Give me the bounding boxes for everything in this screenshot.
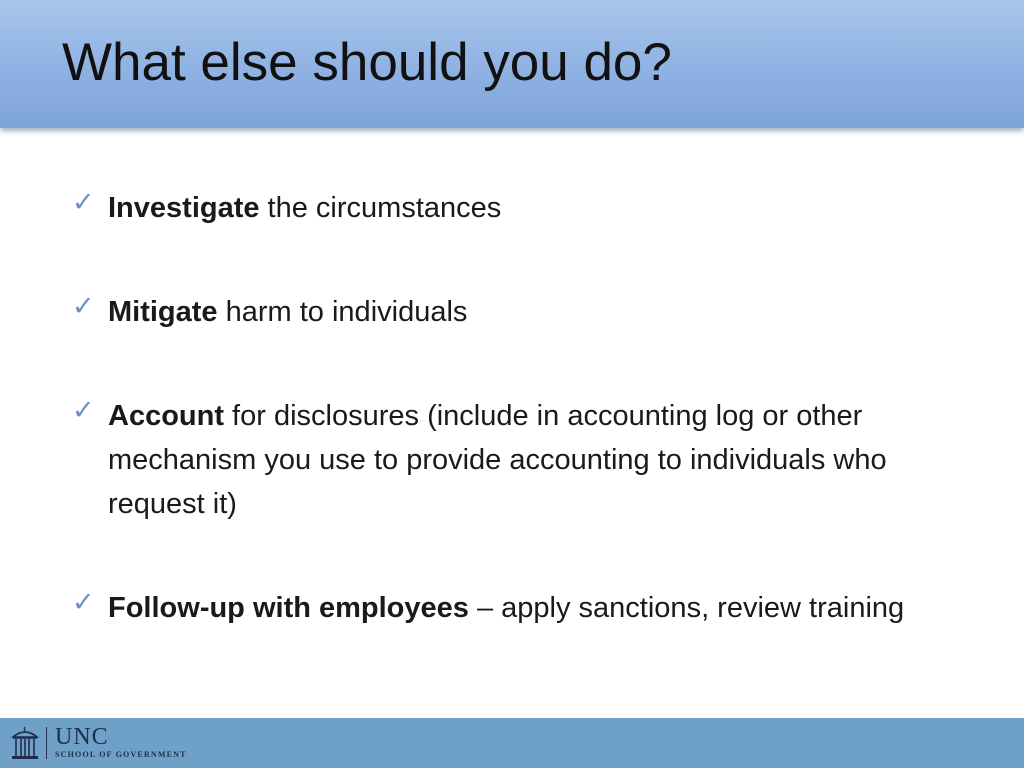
bullet-keyword: Account [108, 400, 224, 432]
title-bar [0, 0, 1024, 128]
logo-text [55, 726, 187, 760]
logo-divider [46, 727, 47, 759]
unc-logo [10, 724, 187, 762]
checkmark-icon: ✓ [72, 587, 95, 617]
bullet-keyword: Investigate [108, 192, 260, 224]
bullet-item [72, 290, 952, 334]
bullet-keyword: Mitigate [108, 296, 218, 328]
logo-unc: UNC [55, 724, 109, 750]
checkmark-icon: ✓ [72, 395, 95, 425]
bullet-keyword: Follow-up with employees [108, 592, 469, 624]
old-well-icon [10, 725, 40, 761]
bullet-text: – apply sanctions, review training [468, 592, 905, 624]
checkmark-icon: ✓ [72, 187, 95, 217]
bullet-item [72, 186, 952, 230]
slide-title: What else should you do? [62, 33, 672, 92]
checkmark-icon: ✓ [72, 291, 95, 321]
footer-bar [0, 718, 1024, 768]
bullet-item [72, 586, 952, 630]
bullet-item [72, 394, 952, 526]
bullet-text: for disclosures (include in accounting log or other mechanism you use to provide accounting to individuals who request it) [108, 400, 887, 520]
bullet-text: the circumstances [259, 192, 502, 224]
logo-school-of-government: SCHOOL OF GOVERNMENT [55, 750, 187, 759]
bullet-list [72, 186, 952, 630]
bullet-text: harm to individuals [217, 296, 468, 328]
